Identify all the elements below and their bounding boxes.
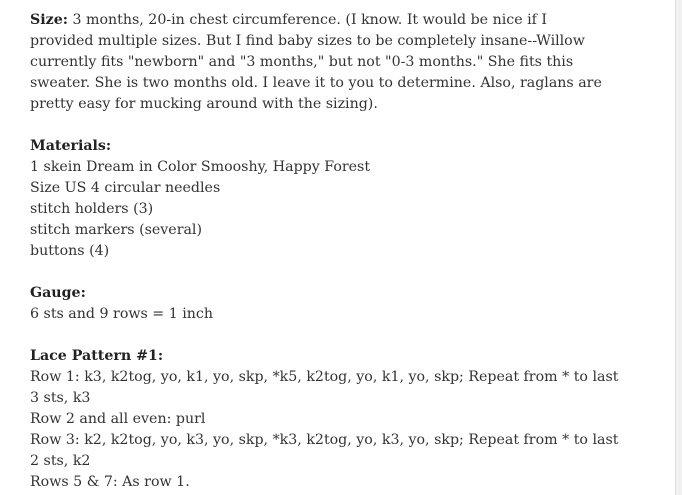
lace-row: 3 sts, k3: [30, 390, 91, 406]
spacer: [30, 325, 660, 346]
materials-item: stitch holders (3): [30, 201, 154, 217]
spacer: [30, 115, 660, 136]
gauge-heading: Gauge:: [30, 285, 86, 301]
lace-row: Row 2 and all even: purl: [30, 411, 206, 427]
lace-row: Row 1: k3, k2tog, yo, k1, yo, skp, *k5, k2tog, yo, k1, yo, skp; Repeat from * to last: [30, 369, 619, 385]
size-line-4: sweater. She is two months old. I leave it to you to determine. Also, raglans are: [30, 75, 602, 91]
materials-item: 1 skein Dream in Color Smooshy, Happy Forest: [30, 159, 371, 175]
size-line-3: currently fits "newborn" and "3 months," but not "0-3 months." She fits this: [30, 54, 574, 70]
gauge-text: 6 sts and 9 rows = 1 inch: [30, 306, 213, 322]
size-label: Size:: [30, 12, 68, 28]
lace-row: Row 3: k2, k2tog, yo, k3, yo, skp, *k3, k2tog, yo, k3, yo, skp; Repeat from * to last: [30, 432, 619, 448]
spacer: [30, 262, 660, 283]
size-line-1: [30, 10, 660, 31]
materials-heading: Materials:: [30, 138, 112, 154]
materials-item: stitch markers (several): [30, 222, 203, 238]
size-line-5: pretty easy for mucking around with the sizing).: [30, 96, 378, 112]
pattern-text: [30, 10, 660, 493]
lace-heading: Lace Pattern #1:: [30, 348, 164, 364]
materials-item: Size US 4 circular needles: [30, 180, 221, 196]
lace-row: Rows 5 & 7: As row 1.: [30, 474, 190, 490]
lace-row: 2 sts, k2: [30, 453, 91, 469]
size-text: 3 months, 20-in chest circumference. (I know. It would be nice if I: [67, 12, 548, 28]
materials-item: buttons (4): [30, 243, 110, 259]
page-edge: [675, 0, 682, 495]
size-line-2: provided multiple sizes. But I find baby sizes to be completely insane--Willow: [30, 33, 585, 49]
